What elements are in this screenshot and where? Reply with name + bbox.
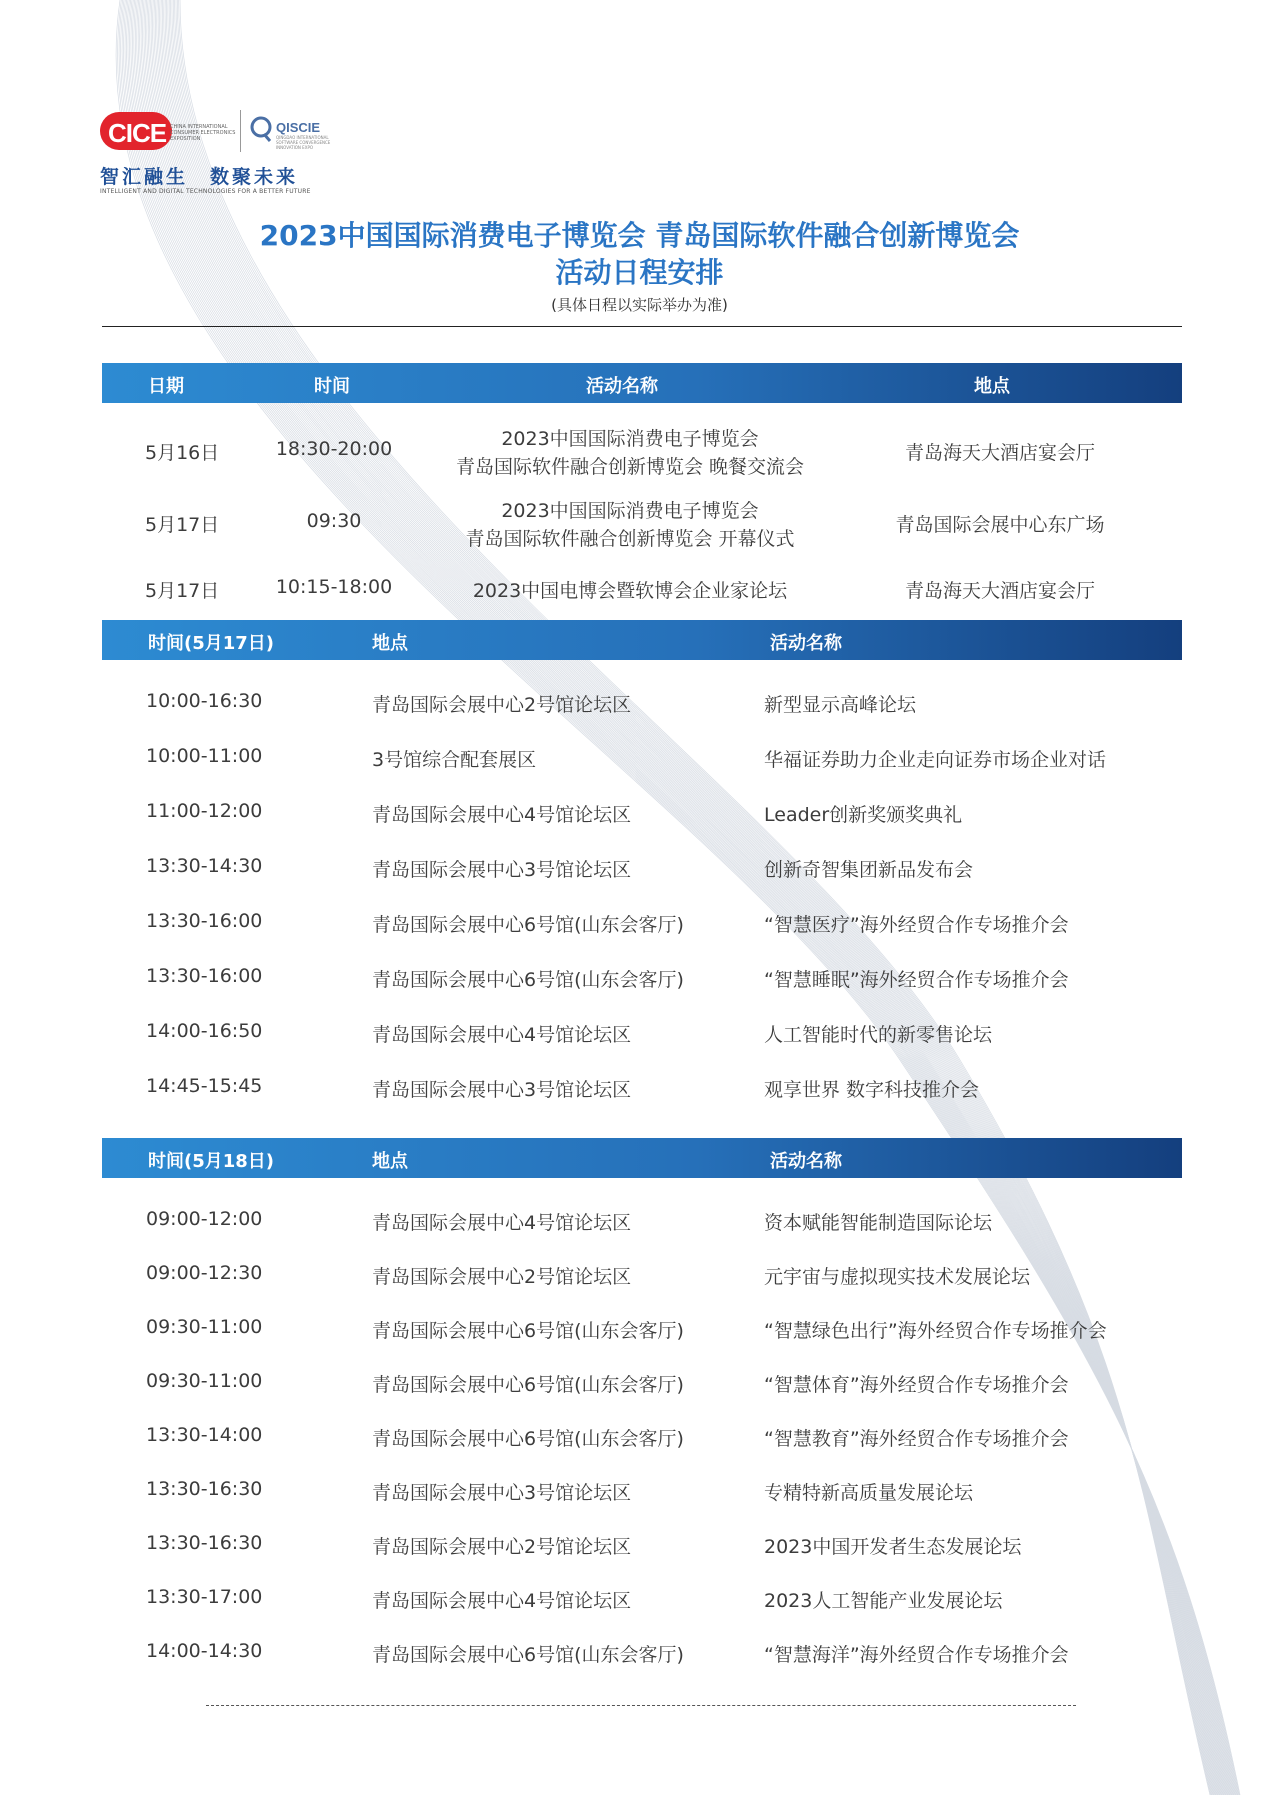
table1-time: 10:15-18:00: [275, 576, 393, 598]
row-place: 青岛国际会展中心6号馆(山东会客厅): [372, 1374, 684, 1396]
row-name: 专精特新高质量发展论坛: [764, 1482, 974, 1504]
title-divider: [102, 326, 1182, 327]
table1-activity-line1: 2023中国国际消费电子博览会: [501, 428, 759, 450]
row-name: 新型显示高峰论坛: [764, 694, 917, 716]
table1-date: 5月17日: [145, 514, 220, 536]
cice-logo-subtitle: CHINA INTERNATIONAL CONSUMER ELECTRONICS EXPOSITION: [170, 124, 236, 142]
row-time: 13:30-16:00: [146, 965, 263, 987]
qiscie-logo-text: QISCIE: [276, 120, 321, 135]
row-time: 10:00-11:00: [146, 745, 263, 767]
row-time: 13:30-16:30: [146, 1532, 263, 1554]
row-name: “智慧体育”海外经贸合作专场推介会: [764, 1374, 1069, 1396]
row-name: “智慧教育”海外经贸合作专场推介会: [764, 1428, 1069, 1450]
row-place: 青岛国际会展中心4号馆论坛区: [372, 1212, 632, 1234]
row-place: 青岛国际会展中心6号馆(山东会客厅): [372, 1428, 684, 1450]
table3-header: [102, 1138, 1182, 1178]
row-name: 人工智能时代的新零售论坛: [764, 1024, 993, 1046]
page-subtitle: 活动日程安排: [555, 256, 724, 289]
row-place: 青岛国际会展中心3号馆论坛区: [372, 1079, 632, 1101]
row-place: 青岛国际会展中心6号馆(山东会客厅): [372, 1644, 684, 1666]
cice-logo-text: CICE: [108, 118, 167, 148]
row-place: 青岛国际会展中心2号馆论坛区: [372, 1266, 632, 1288]
table1-activity-line2: 青岛国际软件融合创新博览会 开幕仪式: [465, 528, 795, 550]
slogan-english: INTELLIGENT AND DIGITAL TECHNOLOGIES FOR A BETTER FUTURE: [100, 188, 311, 195]
table1-header-place: 地点: [974, 376, 1010, 397]
row-place: 青岛国际会展中心6号馆(山东会客厅): [372, 1320, 684, 1342]
logo-divider: [240, 110, 241, 152]
table1-header: [102, 363, 1182, 403]
row-time: 13:30-16:30: [146, 1478, 263, 1500]
table3-header-time: 时间(5月18日): [148, 1151, 275, 1172]
table1-place: 青岛海天大酒店宴会厅: [904, 442, 1095, 464]
table1-activity: 2023中国电博会暨软博会企业家论坛: [472, 580, 788, 602]
slogan: 智汇融生 数聚未来: [100, 166, 299, 188]
row-name: “智慧医疗”海外经贸合作专场推介会: [764, 914, 1069, 936]
row-name: 资本赋能智能制造国际论坛: [764, 1212, 993, 1234]
row-name: 创新奇智集团新品发布会: [764, 859, 974, 881]
row-time: 13:30-17:00: [146, 1586, 263, 1608]
row-name: 2023人工智能产业发展论坛: [764, 1590, 1003, 1612]
row-time: 10:00-16:30: [146, 690, 263, 712]
row-time: 14:45-15:45: [146, 1075, 263, 1097]
row-name: Leader创新奖颁奖典礼: [764, 804, 963, 826]
table1-place: 青岛海天大酒店宴会厅: [904, 580, 1095, 602]
row-time: 09:00-12:00: [146, 1208, 263, 1230]
row-place: 青岛国际会展中心2号馆论坛区: [372, 694, 632, 716]
table1-header-time: 时间: [314, 376, 350, 397]
row-time: 13:30-16:00: [146, 910, 263, 932]
table1-time: 09:30: [306, 510, 362, 532]
page-title: 2023中国国际消费电子博览会 青岛国际软件融合创新博览会: [259, 219, 1020, 252]
qiscie-logo-icon: [250, 114, 272, 142]
schedule-note: (具体日程以实际举办为准): [551, 296, 728, 314]
row-name: “智慧海洋”海外经贸合作专场推介会: [764, 1644, 1069, 1666]
row-place: 青岛国际会展中心3号馆论坛区: [372, 1482, 632, 1504]
dotted-divider: [206, 1705, 1076, 1706]
table2-header-place: 地点: [372, 633, 408, 654]
row-time: 14:00-14:30: [146, 1640, 263, 1662]
row-name: “智慧睡眠”海外经贸合作专场推介会: [764, 969, 1069, 991]
table1-place: 青岛国际会展中心东广场: [895, 514, 1105, 536]
row-time: 13:30-14:00: [146, 1424, 263, 1446]
row-place: 青岛国际会展中心4号馆论坛区: [372, 1590, 632, 1612]
row-time: 13:30-14:30: [146, 855, 263, 877]
table1-time: 18:30-20:00: [275, 438, 393, 460]
logo-block: [100, 110, 340, 200]
row-time: 11:00-12:00: [146, 800, 263, 822]
table1-header-date: 日期: [148, 376, 184, 397]
row-name: 华福证券助力企业走向证券市场企业对话: [764, 749, 1107, 771]
row-time: 09:00-12:30: [146, 1262, 263, 1284]
table1-date: 5月17日: [145, 580, 220, 602]
table2-header: [102, 620, 1182, 660]
row-time: 14:00-16:50: [146, 1020, 263, 1042]
row-place: 3号馆综合配套展区: [372, 749, 537, 771]
table3-header-activity: 活动名称: [770, 1151, 842, 1172]
row-name: 2023中国开发者生态发展论坛: [764, 1536, 1022, 1558]
row-place: 青岛国际会展中心4号馆论坛区: [372, 1024, 632, 1046]
table2-header-activity: 活动名称: [770, 633, 842, 654]
row-name: 元宇宙与虚拟现实技术发展论坛: [764, 1266, 1031, 1288]
row-place: 青岛国际会展中心4号馆论坛区: [372, 804, 632, 826]
row-name: “智慧绿色出行”海外经贸合作专场推介会: [764, 1320, 1107, 1342]
table1-header-activity: 活动名称: [586, 376, 658, 397]
row-time: 09:30-11:00: [146, 1370, 263, 1392]
table1-date: 5月16日: [145, 442, 220, 464]
row-time: 09:30-11:00: [146, 1316, 263, 1338]
table1-activity-line1: 2023中国国际消费电子博览会: [501, 500, 759, 522]
row-place: 青岛国际会展中心2号馆论坛区: [372, 1536, 632, 1558]
row-place: 青岛国际会展中心6号馆(山东会客厅): [372, 914, 684, 936]
table1-activity-line2: 青岛国际软件融合创新博览会 晚餐交流会: [455, 456, 805, 478]
row-name: 观享世界 数字科技推介会: [764, 1079, 980, 1101]
qiscie-logo-subtitle: QINGDAO INTERNATIONAL SOFTWARE CONVERGENCE INNOVATION EXPO: [276, 135, 331, 150]
row-place: 青岛国际会展中心3号馆论坛区: [372, 859, 632, 881]
table2-header-time: 时间(5月17日): [148, 633, 275, 654]
row-place: 青岛国际会展中心6号馆(山东会客厅): [372, 969, 684, 991]
table3-header-place: 地点: [372, 1151, 408, 1172]
